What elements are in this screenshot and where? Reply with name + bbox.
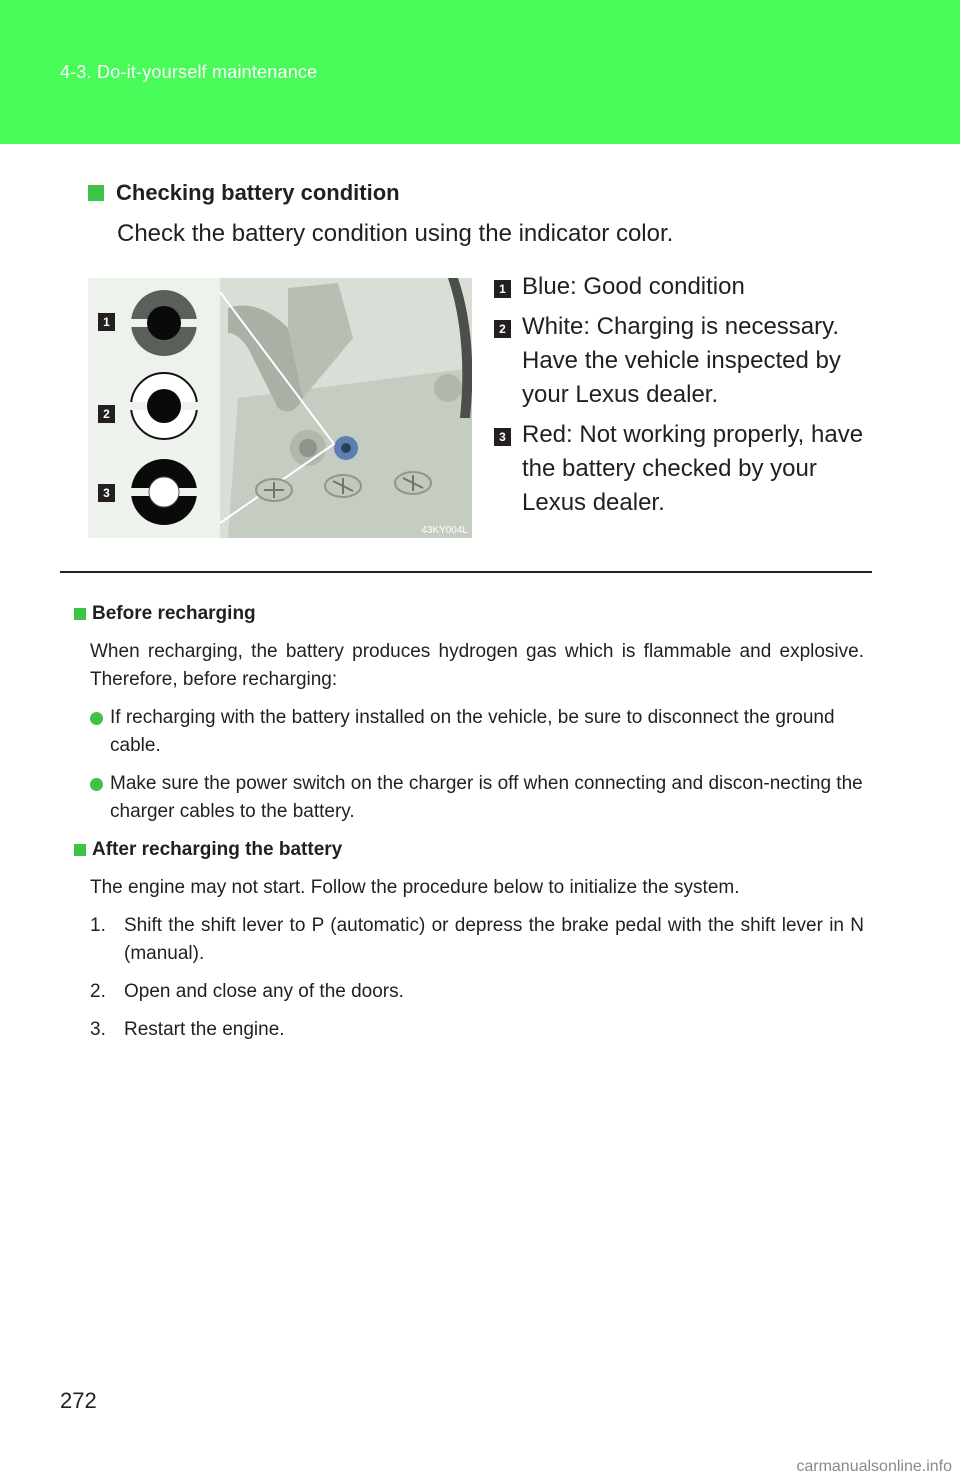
legend-badge-3: 3 [494, 428, 511, 446]
battery-indicator-figure [88, 278, 472, 538]
before-recharging-heading-text: Before recharging [92, 603, 256, 624]
main-heading-text: Checking battery condition [116, 180, 400, 205]
step-number: 2. [90, 981, 106, 1002]
heading-square-icon [74, 844, 86, 856]
step-number: 1. [90, 915, 106, 936]
step-text: Shift the shift lever to P (automatic) or depress the brake pedal with the shift lever in N (manual). [124, 915, 864, 964]
before-recharging-heading [74, 600, 864, 628]
watermark: carmanualsonline.info [796, 1458, 952, 1475]
heading-square-icon [74, 608, 86, 620]
step-item [90, 912, 864, 968]
notes-section [74, 600, 864, 1054]
legend-item-red [494, 418, 874, 520]
main-heading [88, 180, 400, 206]
bullet-dot-icon [90, 712, 103, 725]
indicator-legend [494, 270, 874, 526]
legend-badge-1: 1 [494, 280, 511, 298]
figure-badge-1: 1 [98, 313, 115, 331]
step-text: Open and close any of the doors. [124, 981, 404, 1002]
figure-badge-2: 2 [98, 405, 115, 423]
legend-text-3: Red: Not working properly, have the battery checked by your Lexus dealer. [522, 421, 864, 516]
step-text: Restart the engine. [124, 1019, 285, 1040]
intro-text: Check the battery condition using the indicator color. [117, 220, 674, 247]
figure-code: 43KY004L [421, 525, 468, 536]
legend-text-1: Blue: Good condition [522, 273, 745, 300]
after-recharging-text: The engine may not start. Follow the procedure below to initialize the system. [90, 877, 740, 898]
figure-badge-3: 3 [98, 484, 115, 502]
step-item [90, 978, 864, 1006]
bullet-text: Make sure the power switch on the charger is off when connecting and discon-necting the charger cables to the battery. [110, 773, 863, 822]
legend-item-blue [494, 270, 874, 304]
step-number: 3. [90, 1019, 106, 1040]
section-divider [60, 571, 872, 573]
after-recharging-heading [74, 836, 864, 864]
bullet-text: If recharging with the battery installed on the vehicle, be sure to disconnect the ground cable. [110, 707, 835, 756]
before-recharging-text: When recharging, the battery produces hydrogen gas which is flammable and explosive. Therefore, before recharging: [90, 641, 864, 690]
legend-text-2: White: Charging is necessary. Have the vehicle inspected by your Lexus dealer. [522, 313, 841, 408]
page-number: 272 [60, 1388, 97, 1413]
list-item [90, 704, 864, 760]
list-item [90, 770, 864, 826]
legend-item-white [494, 310, 874, 412]
after-recharging-heading-text: After recharging the battery [92, 839, 343, 860]
legend-badge-2: 2 [494, 320, 511, 338]
step-item [90, 1016, 864, 1044]
header-band [0, 0, 960, 144]
bullet-dot-icon [90, 778, 103, 791]
section-title: 4-3. Do-it-yourself maintenance [60, 62, 318, 82]
battery-illustration [88, 278, 472, 538]
heading-square-icon [88, 185, 104, 201]
